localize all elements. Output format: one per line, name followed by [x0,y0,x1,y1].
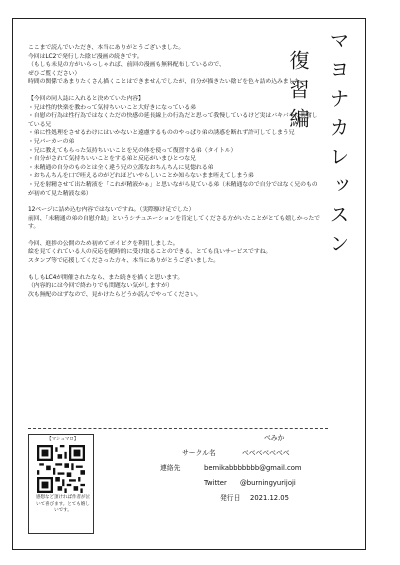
afterword-line: 12ページに詰め込む内容ではないですね。（実際駆け足でした） [28,207,195,214]
vertical-title [286,30,358,262]
publish-date: 2021.12.05 [250,494,289,502]
qr-label: 【マシュマロ】 [47,437,79,442]
twitter-handle[interactable]: @burningyurijoji [240,479,296,487]
paragraph-gap [28,232,320,240]
afterword-line: ・自分がされて気持ちいいことをする弟と反応がいまひとつな兄 [28,156,196,163]
email-link[interactable]: bemikabbbbbbb@gmail.com [204,464,302,472]
afterword-line: ・自慰の行為は性行為ではなくただの快感の延長線上の行為だと思って我慢しているけど実はバキバキに興奮している兄 [28,113,318,128]
afterword-line: 時間の関係であまりたくさん描くことはできませんでしたが、自分が描きたい陰ビを色々詰め込みました。 [28,79,306,86]
paragraph-gap [28,87,320,95]
qr-caption: 感想など頂ければ作者が泣いて喜びます。とても嬉しいです。 [36,495,90,513]
afterword-line: スタンプ等で応援してくださった方々、本当にありがとうございました。 [28,258,220,265]
afterword-text [28,44,320,299]
afterword-line: 絵を見てくれている人の反応を随時的に受け取ることのできる、とても良いサービスですね。 [28,249,272,256]
afterword-line: 【今回の同人誌に入れると決めていた内容】 [28,95,144,102]
afterword-line: もしもLC4が開催されたなら、また続きを描くと思います。 [28,274,184,281]
afterword-line: 今回はLC2で発行した陰ビ漫画の続きです。 [28,53,143,60]
afterword-line: 前回、「未精通の弟の自慰介助」というシチュエーションを肯定してくださる方がいたことがとても嬉しかったです。 [28,215,320,231]
circle-name: べべべべべべべ [242,449,290,457]
afterword-line: ・弟に性処理をさせるわけにはいかないと遠慮するもののやっぱり弟の誘惑を断れず許可してしまう兄 [28,130,295,137]
afterword-line: ・兄は性的快楽を教わって気持ちいいこと大好きになっている弟 [28,104,196,111]
title-main: マヨナカレッスン [326,30,350,262]
date-label: 発行日 [220,494,241,502]
paragraph-gap [28,198,320,206]
afterword-line: ここまで読んでいただき、本当にありがとうございました。 [28,45,185,51]
qr-panel [28,434,94,534]
twitter-label: Twitter [204,479,227,487]
afterword-line: ・おちんちんを口で咥えるのがどれほどいやらしいことか知らないまま咥えてしまう弟 [28,173,254,180]
paragraph-gap [28,266,320,274]
qr-code-icon[interactable] [37,445,85,493]
afterword-line: ぜひご覧ください） [28,70,81,77]
afterword-line: ・兄を射精させて出た精液を「これが精液かぁ」と思いながら見ている弟（未精通なので自分ではなく兄のものが初めて見た精液な弟） [28,181,318,197]
afterword-line: ・未精通の自分のものとは全く違う兄の立派なおちんちんに見惚れる弟 [28,164,214,171]
afterword-line: （内容的には今回で終わりでも問題ない気がしますが） [28,283,173,290]
afterword-line: ・兄に教えてもらった気持ちいいことを兄の体を使って復習する弟（タイトル） [28,147,237,154]
afterword-line: 次も無配のはずなので、見かけたらどうか読んでやってください。 [28,291,202,298]
afterword-line: 今回、進捗の公開のため初めてポイピクを利用しました。 [28,240,179,247]
contact-label: 連絡先 [160,464,181,472]
author-name: べみか [264,434,285,442]
circle-label: サークル名 [182,449,216,457]
afterword-line: ・兄パーカーの弟 [28,138,75,145]
title-sub: 復習編 [286,50,310,137]
divider [28,428,328,429]
afterword-line: （もしも未見の方がいらっしゃれば、前回の漫画も無料配布しているので、 [28,62,225,69]
